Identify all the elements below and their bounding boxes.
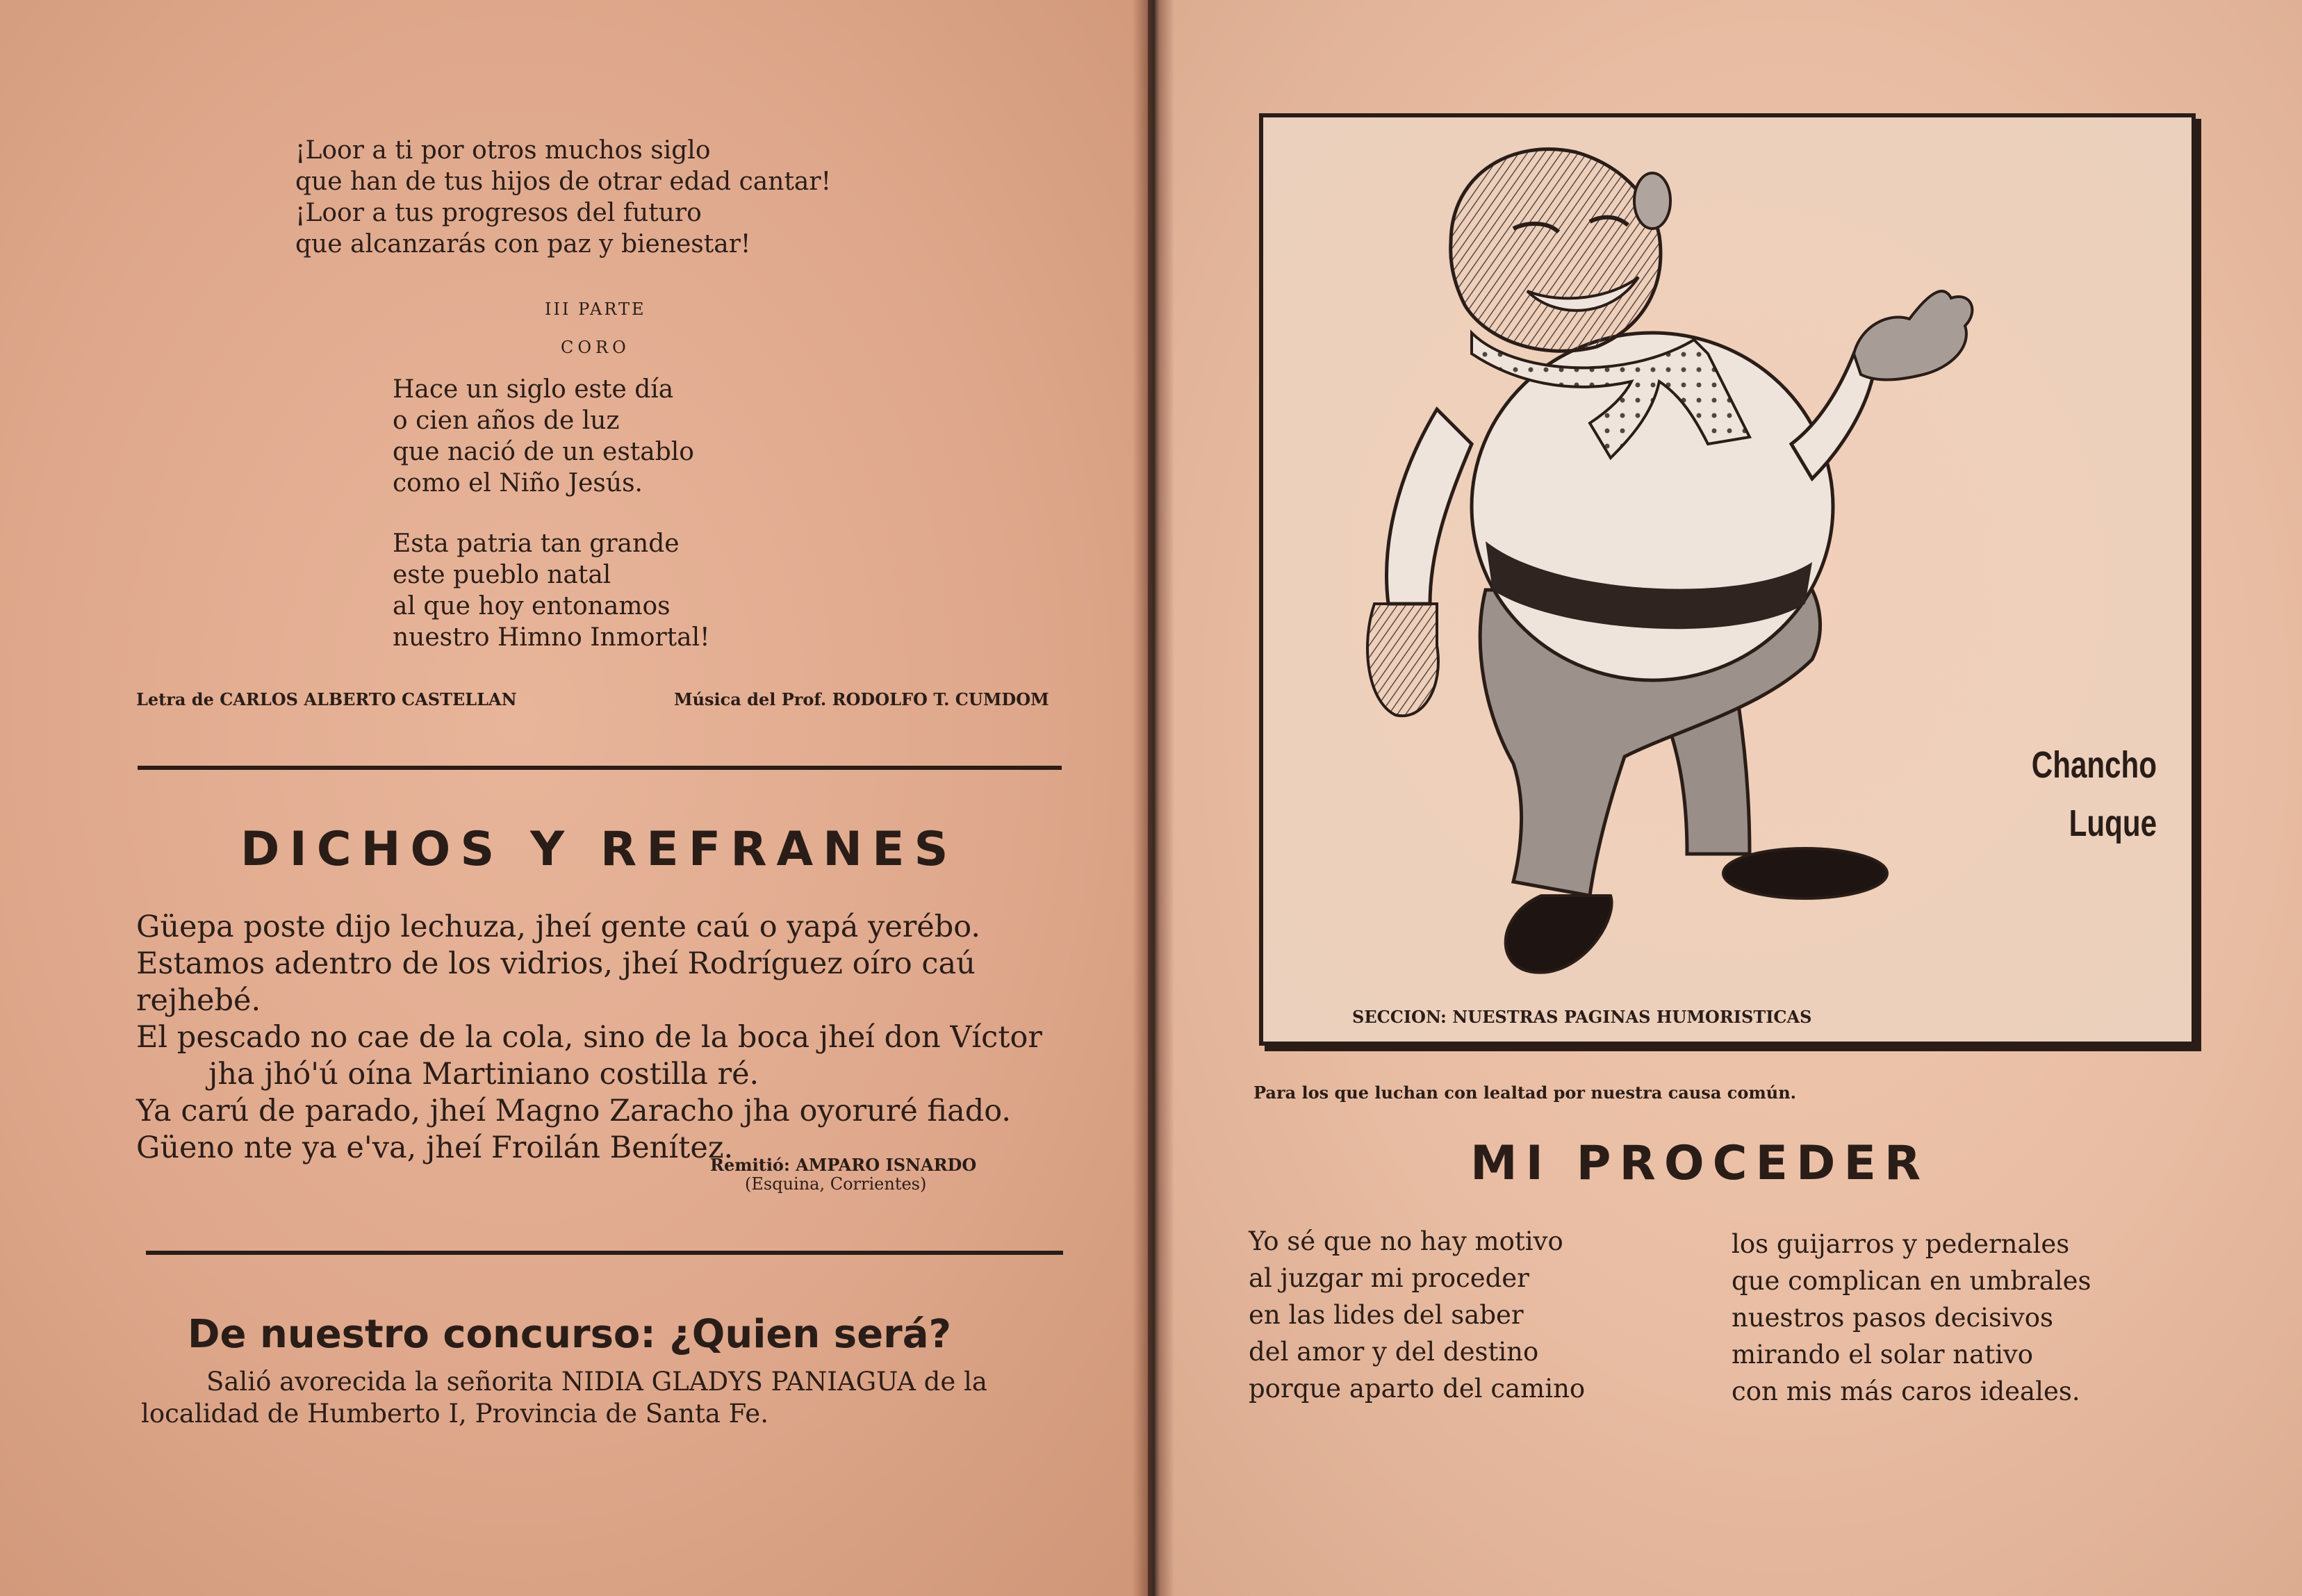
divider-rule-1: [138, 766, 1062, 770]
poem-column-2: los guijarros y pedernales que complican en umbrales nuestros pasos decisivos mirando el solar nativo con mis más caros ideales.: [1732, 1229, 2091, 1406]
poem-column-1: Yo sé que no hay motivo al juzgar mi proceder en las lides del saber del amor y del destino porque aparto del camino: [1249, 1226, 1586, 1404]
contest-line-2: localidad de Humberto I, Provincia de Santa Fe.: [141, 1399, 768, 1429]
ear: [1634, 173, 1670, 229]
dicho-line: Güeno nte ya e'va, jheí Froilán Benítez.: [136, 1130, 734, 1165]
book-gutter: [1133, 0, 1174, 1596]
left-arm: [1387, 409, 1472, 604]
dicho-line: Güepa poste dijo lechuza, jheí gente caú o yapá yerébo.: [136, 910, 981, 944]
cartoon-illustration: [1263, 117, 2192, 1042]
hymn-verses: ¡Loor a ti por otros muchos siglo que han de tus hijos de otrar edad cantar! ¡Loor a tus progresos del futuro que alcanzarás con paz y bienestar!: [295, 136, 832, 258]
contest-title: De nuestro concurso: ¿Quien será?: [188, 1312, 951, 1357]
far-shoe: [1723, 848, 1887, 898]
coro-stanza-2: Esta patria tan grande este pueblo natal al que hoy entonamos nuestro Himno Inmortal!: [393, 529, 710, 652]
illustration-frame: [1259, 113, 2196, 1046]
dichos-title: DICHOS Y REFRANES: [240, 822, 958, 877]
contest-line-1: Salió avorecida la señorita NIDIA GLADYS PANIAGUA de la: [206, 1367, 987, 1397]
character-name: [1983, 736, 2157, 853]
dicho-line: jha jhó'ú oína Martiniano costilla ré.: [208, 1057, 759, 1092]
lyrics-credit: Letra de CARLOS ALBERTO CASTELLAN: [136, 689, 517, 709]
waving-hand: [1854, 291, 1972, 380]
head: [1451, 149, 1661, 352]
dedication: Para los que luchan con lealtad por nuestra causa común.: [1253, 1083, 1796, 1103]
right-page: [1155, 0, 2302, 1596]
part-label: III PARTE: [545, 299, 646, 319]
music-credit: Música del Prof. RODOLFO T. CUMDOM: [674, 689, 1049, 709]
dichos-list: [136, 909, 1109, 1167]
near-shoe: [1506, 896, 1612, 973]
remitio-label: Remitió: AMPARO ISNARDO: [710, 1155, 977, 1175]
left-hand: [1367, 604, 1438, 716]
left-page: [0, 0, 1148, 1596]
coro-label: CORO: [561, 338, 630, 357]
section-caption: SECCION: NUESTRAS PAGINAS HUMORISTICAS: [1352, 1007, 1812, 1027]
dicho-line: Estamos adentro de los vidrios, jheí Rodríguez oíro caú rejhebé.: [136, 946, 976, 1018]
character-name-line-1: Chancho: [2031, 744, 2157, 786]
dicho-line: Ya carú de parado, jheí Magno Zaracho jha oyoruré fiado.: [136, 1094, 1012, 1128]
poem-title: MI PROCEDER: [1470, 1136, 1930, 1191]
coro-stanza-1: Hace un siglo este día o cien años de luz que nació de un establo como el Niño Jesús.: [393, 375, 694, 497]
character-name-line-2: Luque: [2069, 803, 2157, 844]
divider-rule-2: [146, 1251, 1063, 1255]
dicho-line: El pescado no cae de la cola, sino de la boca jheí don Víctor: [136, 1020, 1042, 1055]
remitio-place: (Esquina, Corrientes): [745, 1174, 927, 1194]
